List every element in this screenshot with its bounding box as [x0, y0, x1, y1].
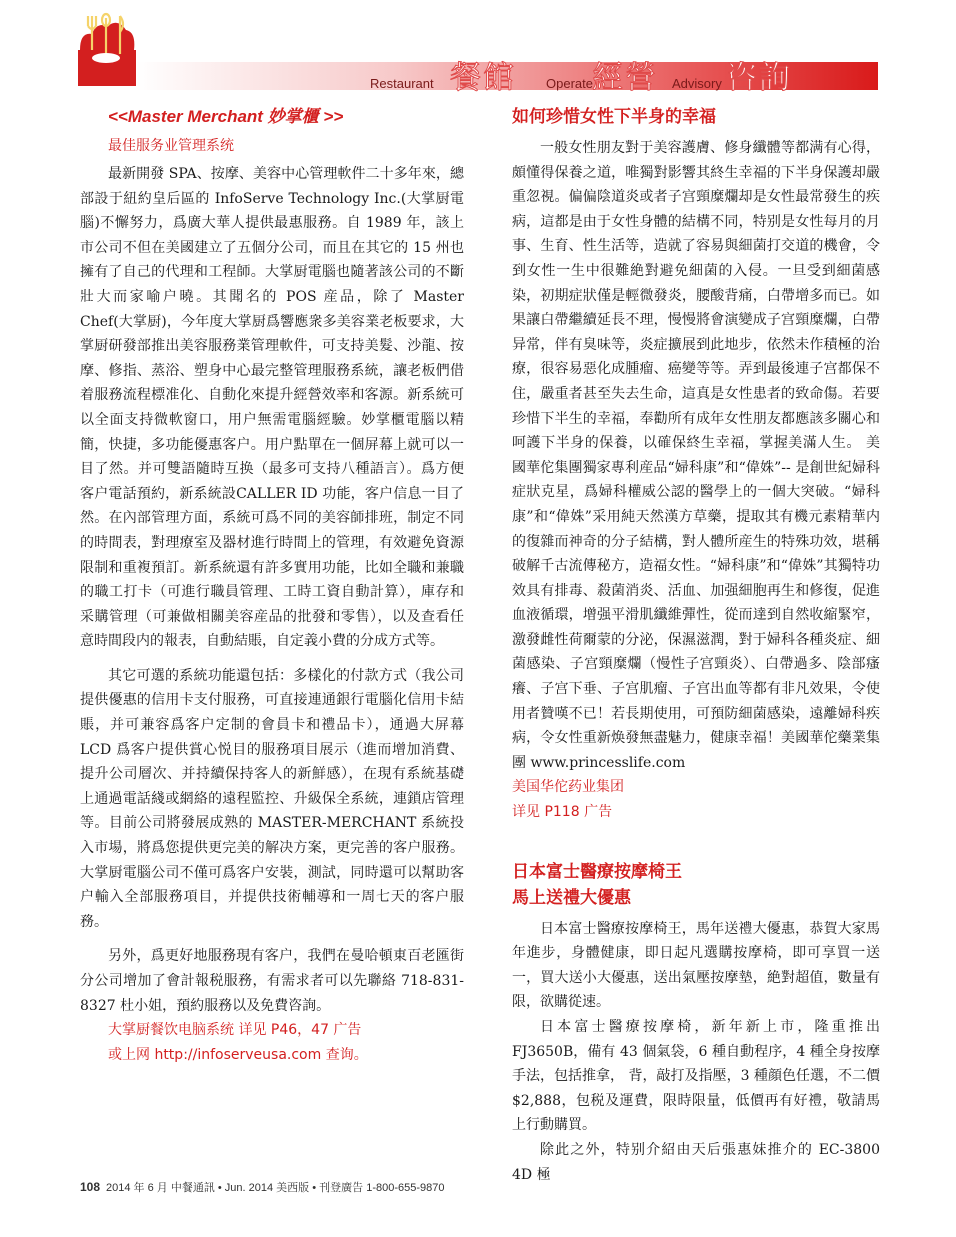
banner-cn-restaurant: 餐館	[450, 60, 516, 96]
article-paragraph: 另外，爲更好地服務現有客户，我們在曼哈頓東百老匯街分公司增加了會計報税服務，有需求者可以先聯絡 718-831-8327 杜小姐，預約服務以及免費咨詢。	[80, 948, 464, 1014]
banner-cn-advisory: 咨詢	[726, 60, 792, 96]
article-title-master-merchant: <<Master Merchant 妙掌櫃 >>	[108, 107, 344, 126]
page-footer	[80, 1179, 444, 1195]
article-paragraph: 日本富士醫療按摩椅王，馬年送禮大優惠，恭賀大家馬年進步，身體健康，即日起凡選購按摩椅，即可享買一送一，買大送小大優惠，送出氣壓按摩墊，絶對超值，數量有限，欲購從速。	[512, 920, 880, 1011]
article-paragraph: 日本富士醫療按摩椅，新年新上市，隆重推出 FJ3650B，備有 43 個氣袋，6 種自動程序，4 種全身按摩手法，包括推拿， 背，敲打及指壓，3 種顔色任選，不二價 $2,888，包税及運費，限時限量，低價再有好禮，敬請馬上行動購買。	[512, 1019, 880, 1134]
website-link[interactable]: 或上网 http://infoserveusa.com 查询。	[108, 1046, 368, 1063]
banner-en-operate: Operate	[546, 76, 593, 91]
banner-cn-operate: 經營	[592, 60, 658, 96]
section-banner-title	[370, 58, 870, 96]
article-subtitle: 最佳服务业管理系统	[108, 138, 234, 154]
page-number: 108	[80, 1180, 101, 1194]
article-title-women-health: 如何珍惜女性下半身的幸福	[512, 107, 716, 127]
article-paragraph: 一般女性朋友對于美容護膚、修身纖體等都满有心得，頗懂得保養之道，唯獨對影響其終生幸福的下半身保護却嚴重忽視。偏偏陰道炎或者子宫頸糜爛却是女性最常發生的疾病，這都是由于女性身體的結構不同，特别是女性每月的月事、生育、性生活等，造就了容易與細菌打交道的機會，令到女性一生中很難絶對避免細菌的入侵。一旦受到細菌感染，初期症狀僅是輕微發炎，腰酸背痛，白帶增多而已。如果讓白帶繼續延長不理，慢慢將會演變成子宫頸糜爛，白帶异常，伴有臭味等，炎症擴展到此地步，依然未作積極的治療，很容易惡化成腫瘤、癌變等等。弄到最後連子宫都保不住，嚴重者甚至失去生命，這真是女性患者的致命傷。若要珍惜下半生的幸福，奉勸所有成年女性朋友都應該多關心和呵護下半身的保養，以確保終生幸福，掌握美滿人生。 美國華佗集團獨家專利産品“婦科康”和“偉姝”-- 是創世紀婦科症狀克星，爲婦科權威公認的醫學上的一個大突破。“婦科康”和“偉姝”采用純天然漢方草藥，提取其有機元素精華内的復雜而神奇的分子結構，對人體所産生的特殊功效，堪稱破解千古流傳秘方，造福女性。“婦科康”和“偉姝”其獨特功效具有排毒、殺菌消炎、活血、加强細胞再生和修復，促進血液循環，增强平滑肌纖維彈性，從而達到自然收縮緊窄，激發雌性荷爾蒙的分泌，保濕滋潤，對于婦科各種炎症、細菌感染、子宫頸糜爛（慢性子宫頸炎）、白帶過多、陰部瘙癢、子宫下垂、子宫肌瘤、子宫出血等都有非凡效果，令使用者贊嘆不已！若長期使用，可預防細菌感染，遠離婦科疾病，令女性重新焕發無盡魅力，健康幸福！美國華佗藥業集團 www.princesslife.com	[512, 140, 880, 771]
article-title-massage-chair: 日本富士醫療按摩椅王	[512, 861, 682, 882]
article-paragraph: 其它可選的系統功能還包括：多樣化的付款方式（我公司提供優惠的信用卡支付服務，可直接連通銀行電腦化信用卡結賬，并可兼容爲客户定制的會員卡和禮品卡），通過大屏幕 LCD 爲客户提供賞心悦目的服務項目展示（進而增加消費、提升公司層次、并持續保持客人的新鮮感），在現有系統基礎上通過電話綫或網絡的遠程監控、升級保全系統，連鎖店管理等。目前公司將發展成熟的 MASTER-MERCHANT 系統投入市場，將爲您提供更完美的解决方案，更完善的客户服務。大掌厨電腦公司不僅可爲客户安裝，測試，同時還可以幫助客户輸入全部服務項目，并提供技術輔導和一周七天的客户服務。	[80, 667, 464, 930]
article-paragraph: 最新開發 SPA、按摩、美容中心管理軟件二十多年來，總部設于紐約皇后區的 InfoServe Technology Inc.(大掌厨電腦)不懈努力，爲廣大華人提供最惠服務。自 1989 年，該上市公司不但在美國建立了五個分公司，而且在其它的 15 州也擁有了自己的代理和工程師。大掌厨電腦也隨著該公司的不斷壯大而家喻户曉。其聞名的 POS 産品，除了 Master Chef(大掌厨)，今年度大掌厨爲響應衆多美容業老板要求，大掌厨研發部推出美容服務業管理軟件，可支持美髮、沙龍、按摩、修指、蒸浴、塑身中心最完整管理服務系統，讓老板們借着服務流程標准化、自動化來提升經營效率和客源。新系統可以全面支持微軟窗口，用户無需電腦經驗。妙掌櫃電腦以精簡，快捷，多功能優惠客户。用户點單在一個屏幕上就可以一目了然。并可雙語隨時互换（最多可支持八種語言）。爲方便客户電話預約，新系統設CALLER ID 功能，客户信息一目了然。在內部管理方面，系統可爲不同的美容師排班，制定不同的時間表，對理療室及器材進行時間上的管理，有效避免資源限制和重複預訂。新系統還有許多實用功能，比如全職和兼職的職工打卡（可進行職員管理、工時工資自動計算），庫存和采購管理（可兼做相關美容産品的批發和零售），以及查看任意時間段内的報表，自動結賬，自定義小費的分成方式等。	[80, 166, 464, 650]
left-column-article	[80, 104, 464, 1067]
article-subtitle-promo: 馬上送禮大優惠	[512, 887, 631, 908]
banner-en-advisory: Advisory	[672, 76, 722, 91]
ad-reference: 详见 P118 广告	[512, 804, 613, 821]
article-paragraph: 除此之外，特别介紹由天后張惠妹推介的 EC-3800 4D 極	[512, 1141, 880, 1183]
restaurant-utensils-logo	[74, 10, 138, 88]
ad-reference: 大掌厨餐饮电脑系统 详见 P46，47 广告	[108, 1022, 362, 1039]
right-column-articles	[512, 104, 880, 1187]
banner-en-restaurant: Restaurant	[370, 76, 434, 91]
footer-publication-info: 2014 年 6 月 中餐通訊 • Jun. 2014 美西版 • 刊登廣告 1-800-655-9870	[106, 1182, 445, 1194]
company-name: 美国华佗药业集团	[512, 779, 624, 796]
